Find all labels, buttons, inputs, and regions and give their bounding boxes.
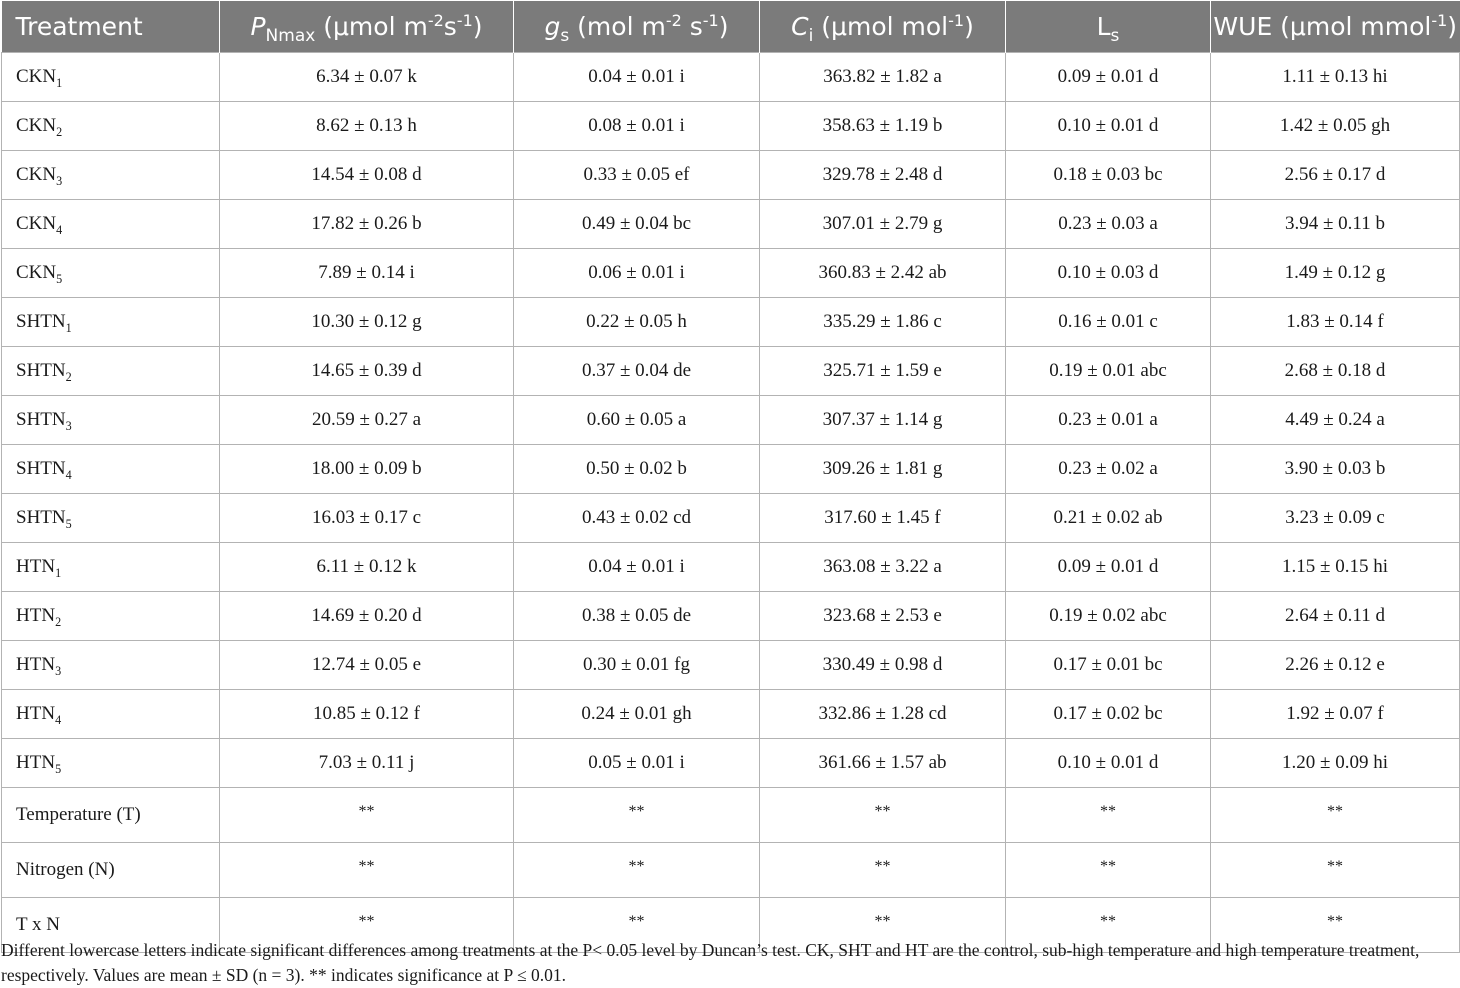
data-table	[1, 1, 1460, 953]
header-pnmax: $P_{Nmax}$ (μmol $m^{-2}s^{-1}$)	[220, 1, 514, 53]
table-row	[2, 151, 1460, 200]
table-row	[2, 641, 1460, 690]
wue-cell: 3.90 ± 0.03 b	[1211, 445, 1460, 494]
ls-cell: 0.23 ± 0.03 a	[1006, 200, 1211, 249]
treatment-cell: $CKN_1$	[2, 53, 220, 102]
wue-cell: 1.49 ± 0.12 g	[1211, 249, 1460, 298]
wue-cell: 4.49 ± 0.24 a	[1211, 396, 1460, 445]
treatment-cell: $HTN_5$	[2, 739, 220, 788]
pnmax-sig-cell: **	[220, 788, 514, 843]
ci-cell: 330.49 ± 0.98 d	[760, 641, 1006, 690]
treatment-cell: $CKN_5$	[2, 249, 220, 298]
treatment-cell: $SHTN_2$	[2, 347, 220, 396]
wue-cell: 3.23 ± 0.09 c	[1211, 494, 1460, 543]
gs-sig-cell: **	[514, 898, 760, 953]
gs-sig-cell: **	[514, 843, 760, 898]
gs-cell: 0.49 ± 0.04 bc	[514, 200, 760, 249]
ci-sig-cell: **	[760, 788, 1006, 843]
ls-cell: 0.19 ± 0.02 abc	[1006, 592, 1211, 641]
wue-cell: 1.92 ± 0.07 f	[1211, 690, 1460, 739]
pnmax-cell: 20.59 ± 0.27 a	[220, 396, 514, 445]
table-row	[2, 347, 1460, 396]
wue-cell: 1.20 ± 0.09 hi	[1211, 739, 1460, 788]
ci-cell: 329.78 ± 2.48 d	[760, 151, 1006, 200]
header-row	[2, 1, 1460, 53]
table-row	[2, 102, 1460, 151]
ls-cell: 0.10 ± 0.03 d	[1006, 249, 1211, 298]
ci-cell: 307.37 ± 1.14 g	[760, 396, 1006, 445]
ci-sig-cell: **	[760, 898, 1006, 953]
wue-cell: 2.68 ± 0.18 d	[1211, 347, 1460, 396]
treatment-cell: $HTN_2$	[2, 592, 220, 641]
ci-cell: 363.82 ± 1.82 a	[760, 53, 1006, 102]
table-row	[2, 53, 1460, 102]
pnmax-symbol: P	[250, 12, 266, 41]
ls-cell: 0.19 ± 0.01 abc	[1006, 347, 1211, 396]
header-ls: $L_s$	[1006, 1, 1211, 53]
ci-cell: 358.63 ± 1.19 b	[760, 102, 1006, 151]
wue-cell: 1.11 ± 0.13 hi	[1211, 53, 1460, 102]
treatment-cell: $HTN_4$	[2, 690, 220, 739]
pnmax-cell: 17.82 ± 0.26 b	[220, 200, 514, 249]
table-footnote: Different lowercase letters indicate significant differences among treatments at the P< 0.05 level by Duncan’s test. CK, SHT and HT are the control, sub-high temperature and high temperature treatment, respectively. Values are mean ± SD (n = 3). ** indicates significance at P ≤ 0.01.	[1, 940, 1420, 985]
table-row	[2, 298, 1460, 347]
treatment-cell: $SHTN_1$	[2, 298, 220, 347]
ls-cell: 0.17 ± 0.01 bc	[1006, 641, 1211, 690]
ls-cell: 0.21 ± 0.02 ab	[1006, 494, 1211, 543]
pnmax-cell: 14.54 ± 0.08 d	[220, 151, 514, 200]
ci-cell: 361.66 ± 1.57 ab	[760, 739, 1006, 788]
ls-cell: 0.16 ± 0.01 c	[1006, 298, 1211, 347]
gs-cell: 0.37 ± 0.04 de	[514, 347, 760, 396]
wue-cell: 2.26 ± 0.12 e	[1211, 641, 1460, 690]
pnmax-cell: 12.74 ± 0.05 e	[220, 641, 514, 690]
table-row	[2, 690, 1460, 739]
significance-row	[2, 788, 1460, 843]
ci-cell: 309.26 ± 1.81 g	[760, 445, 1006, 494]
table-row	[2, 396, 1460, 445]
treatment-cell: $HTN_1$	[2, 543, 220, 592]
ci-cell: 335.29 ± 1.86 c	[760, 298, 1006, 347]
treatment-cell: $CKN_3$	[2, 151, 220, 200]
factor-label: Nitrogen (N)	[2, 843, 220, 898]
factor-label: Temperature (T)	[2, 788, 220, 843]
gs-cell: 0.33 ± 0.05 ef	[514, 151, 760, 200]
pnmax-cell: 18.00 ± 0.09 b	[220, 445, 514, 494]
pnmax-cell: 10.30 ± 0.12 g	[220, 298, 514, 347]
ci-cell: 332.86 ± 1.28 cd	[760, 690, 1006, 739]
pnmax-cell: 6.34 ± 0.07 k	[220, 53, 514, 102]
wue-cell: 2.56 ± 0.17 d	[1211, 151, 1460, 200]
gs-cell: 0.04 ± 0.01 i	[514, 53, 760, 102]
gs-cell: 0.38 ± 0.05 de	[514, 592, 760, 641]
ci-cell: 307.01 ± 2.79 g	[760, 200, 1006, 249]
gs-cell: 0.60 ± 0.05 a	[514, 396, 760, 445]
pnmax-cell: 14.65 ± 0.39 d	[220, 347, 514, 396]
gs-cell: 0.22 ± 0.05 h	[514, 298, 760, 347]
gs-cell: 0.43 ± 0.02 cd	[514, 494, 760, 543]
pnmax-subscript: Nmax	[265, 25, 316, 46]
table-row	[2, 200, 1460, 249]
wue-sig-cell: **	[1211, 843, 1460, 898]
pnmax-cell: 10.85 ± 0.12 f	[220, 690, 514, 739]
ls-sig-cell: **	[1006, 788, 1211, 843]
table-row	[2, 739, 1460, 788]
wue-sig-cell: **	[1211, 898, 1460, 953]
header-treatment: Treatment	[2, 1, 220, 53]
ci-cell: 363.08 ± 3.22 a	[760, 543, 1006, 592]
ls-cell: 0.10 ± 0.01 d	[1006, 102, 1211, 151]
gs-cell: 0.30 ± 0.01 fg	[514, 641, 760, 690]
table-body	[2, 53, 1460, 953]
pnmax-sig-cell: **	[220, 843, 514, 898]
factor-label: T x N	[2, 898, 220, 953]
ls-cell: 0.23 ± 0.02 a	[1006, 445, 1211, 494]
pnmax-cell: 7.03 ± 0.11 j	[220, 739, 514, 788]
ls-sig-cell: **	[1006, 898, 1211, 953]
gs-cell: 0.24 ± 0.01 gh	[514, 690, 760, 739]
pnmax-cell: 14.69 ± 0.20 d	[220, 592, 514, 641]
wue-cell: 3.94 ± 0.11 b	[1211, 200, 1460, 249]
gs-cell: 0.06 ± 0.01 i	[514, 249, 760, 298]
pnmax-cell: 16.03 ± 0.17 c	[220, 494, 514, 543]
header-ci: $C_i$ (μmol mol$^{-1}$)	[760, 1, 1006, 53]
wue-cell: 1.42 ± 0.05 gh	[1211, 102, 1460, 151]
gs-sig-cell: **	[514, 788, 760, 843]
gs-cell: 0.05 ± 0.01 i	[514, 739, 760, 788]
table-row	[2, 543, 1460, 592]
ci-cell: 323.68 ± 2.53 e	[760, 592, 1006, 641]
ls-cell: 0.09 ± 0.01 d	[1006, 53, 1211, 102]
treatment-cell: $CKN_2$	[2, 102, 220, 151]
treatment-cell: $SHTN_4$	[2, 445, 220, 494]
header-wue: WUE (μmol mmol$^{-1}$)	[1211, 1, 1460, 53]
ls-cell: 0.18 ± 0.03 bc	[1006, 151, 1211, 200]
treatment-cell: $SHTN_3$	[2, 396, 220, 445]
pnmax-sig-cell: **	[220, 898, 514, 953]
wue-sig-cell: **	[1211, 788, 1460, 843]
gs-cell: 0.04 ± 0.01 i	[514, 543, 760, 592]
ci-cell: 317.60 ± 1.45 f	[760, 494, 1006, 543]
treatment-cell: $SHTN_5$	[2, 494, 220, 543]
ls-cell: 0.10 ± 0.01 d	[1006, 739, 1211, 788]
wue-cell: 2.64 ± 0.11 d	[1211, 592, 1460, 641]
table-row	[2, 592, 1460, 641]
wue-cell: 1.83 ± 0.14 f	[1211, 298, 1460, 347]
ci-symbol: C	[791, 12, 809, 41]
ci-sig-cell: **	[760, 843, 1006, 898]
table-row	[2, 494, 1460, 543]
ls-cell: 0.17 ± 0.02 bc	[1006, 690, 1211, 739]
table-header	[2, 1, 1460, 53]
pnmax-cell: 6.11 ± 0.12 k	[220, 543, 514, 592]
treatment-cell: $HTN_3$	[2, 641, 220, 690]
pnmax-cell: 7.89 ± 0.14 i	[220, 249, 514, 298]
significance-row	[2, 843, 1460, 898]
table-row	[2, 445, 1460, 494]
treatment-cell: $CKN_4$	[2, 200, 220, 249]
ls-cell: 0.23 ± 0.01 a	[1006, 396, 1211, 445]
gs-cell: 0.50 ± 0.02 b	[514, 445, 760, 494]
table-row	[2, 249, 1460, 298]
header-gs: $g_s$ (mol $m^{-2}$ $s^{-1}$)	[514, 1, 760, 53]
ci-cell: 360.83 ± 2.42 ab	[760, 249, 1006, 298]
pnmax-cell: 8.62 ± 0.13 h	[220, 102, 514, 151]
gs-cell: 0.08 ± 0.01 i	[514, 102, 760, 151]
ls-cell: 0.09 ± 0.01 d	[1006, 543, 1211, 592]
gs-symbol: g	[544, 12, 561, 41]
ci-cell: 325.71 ± 1.59 e	[760, 347, 1006, 396]
ls-sig-cell: **	[1006, 843, 1211, 898]
wue-cell: 1.15 ± 0.15 hi	[1211, 543, 1460, 592]
